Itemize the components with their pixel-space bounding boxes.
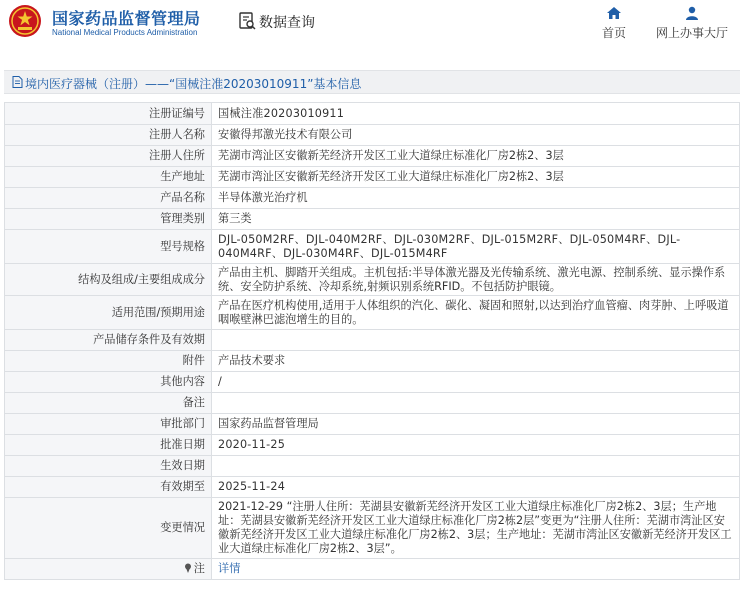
details-link[interactable]: 详情	[218, 562, 241, 575]
site-header	[0, 0, 744, 50]
row-value: 2020-11-25	[212, 435, 740, 456]
row-label: 有效期至	[5, 477, 212, 498]
row-value	[212, 393, 740, 414]
table-row	[5, 188, 740, 209]
row-value: 芜湖市湾沚区安徽新芜经济开发区工业大道绿庄标准化厂房2栋2、3层	[212, 167, 740, 188]
row-label: 产品储存条件及有效期	[5, 330, 212, 351]
table-row	[5, 372, 740, 393]
table-row	[5, 103, 740, 125]
table-row	[5, 146, 740, 167]
row-value: 产品技术要求	[212, 351, 740, 372]
row-value: 2025-11-24	[212, 477, 740, 498]
row-value: 国械注准20203010911	[212, 103, 740, 125]
table-row	[5, 230, 740, 264]
table-row	[5, 209, 740, 230]
table-row	[5, 414, 740, 435]
table-row	[5, 393, 740, 414]
row-label: 管理类别	[5, 209, 212, 230]
breadcrumb-bar	[4, 70, 740, 94]
row-value: /	[212, 372, 740, 393]
row-value: DJL-050M2RF、DJL-040M2RF、DJL-030M2RF、DJL-015M2RF、DJL-050M4RF、DJL-040M4RF、DJL-030M4RF、DJL-015M4RF	[212, 230, 740, 264]
nav-home[interactable]	[596, 6, 632, 44]
nav-online-hall[interactable]	[650, 6, 734, 44]
row-label: 批准日期	[5, 435, 212, 456]
table-row	[5, 559, 740, 580]
home-icon	[606, 6, 622, 20]
row-label: 变更情况	[5, 498, 212, 559]
table-row	[5, 498, 740, 559]
row-value: 2021-12-29 “注册人住所：芜湖县安徽新芜经济开发区工业大道绿庄标准化厂房2栋2、3层；生产地址：芜湖县安徽新芜经济开发区工业大道绿庄标准化厂房2栋2层”变更为“注册人住所：芜湖市湾沚区安徽新芜经济开发区工业大道绿庄标准化厂房2栋2、3层；生产地址：芜湖市湾沚区安徽新芜经济开发区工业大道绿庄标准化厂房2栋2、3层”。	[212, 498, 740, 559]
table-row	[5, 330, 740, 351]
row-value	[212, 456, 740, 477]
table-row	[5, 296, 740, 330]
row-label: 附件	[5, 351, 212, 372]
row-label: 产品名称	[5, 188, 212, 209]
row-label: 注册证编号	[5, 103, 212, 125]
row-value	[212, 559, 740, 580]
row-label: 型号规格	[5, 230, 212, 264]
row-label: 备注	[5, 393, 212, 414]
row-label: 注册人名称	[5, 125, 212, 146]
row-label: 适用范围/预期用途	[5, 296, 212, 330]
row-value: 产品由主机、脚踏开关组成。主机包括:半导体激光器及光传输系统、激光电源、控制系统、显示操作系统、安全防护系统、冷却系统,射频识别系统RFID。不包括防护眼镜。	[212, 264, 740, 296]
breadcrumb: 境内医疗器械（注册）——“国械注准20203010911”基本信息	[25, 77, 362, 91]
table-row	[5, 264, 740, 296]
row-value	[212, 330, 740, 351]
nav-home-label: 首页	[601, 26, 626, 40]
table-row	[5, 456, 740, 477]
data-query-icon	[239, 12, 256, 30]
row-value: 国家药品监督管理局	[212, 414, 740, 435]
table-row	[5, 435, 740, 456]
table-row	[5, 167, 740, 188]
row-value: 安徽得邦激光技术有限公司	[212, 125, 740, 146]
note-label: 注	[193, 562, 205, 575]
device-info-table	[4, 102, 740, 580]
row-label: 生产地址	[5, 167, 212, 188]
row-value: 半导体激光治疗机	[212, 188, 740, 209]
pin-icon	[184, 563, 192, 573]
site-name-cn: 国家药品监督管理局	[52, 9, 201, 28]
row-label: 生效日期	[5, 456, 212, 477]
row-value: 产品在医疗机构使用,适用于人体组织的汽化、碳化、凝固和照射,以达到治疗血管瘤、肉芽肿、上呼吸道咽喉壁淋巴滤泡增生的目的。	[212, 296, 740, 330]
nav-online-hall-label: 网上办事大厅	[655, 26, 728, 40]
row-value: 芜湖市湾沚区安徽新芜经济开发区工业大道绿庄标准化厂房2栋2、3层	[212, 146, 740, 167]
national-emblem-icon	[8, 4, 42, 38]
page-title: 数据查询	[259, 15, 315, 31]
table-row	[5, 125, 740, 146]
row-value: 第三类	[212, 209, 740, 230]
table-row	[5, 351, 740, 372]
row-label: 其他内容	[5, 372, 212, 393]
site-name-en: National Medical Products Administration	[52, 28, 198, 37]
row-label-note	[5, 559, 212, 580]
user-icon	[684, 6, 700, 20]
row-label: 结构及组成/主要组成成分	[5, 264, 212, 296]
row-label: 注册人住所	[5, 146, 212, 167]
document-icon	[12, 76, 23, 88]
row-label: 审批部门	[5, 414, 212, 435]
table-row	[5, 477, 740, 498]
